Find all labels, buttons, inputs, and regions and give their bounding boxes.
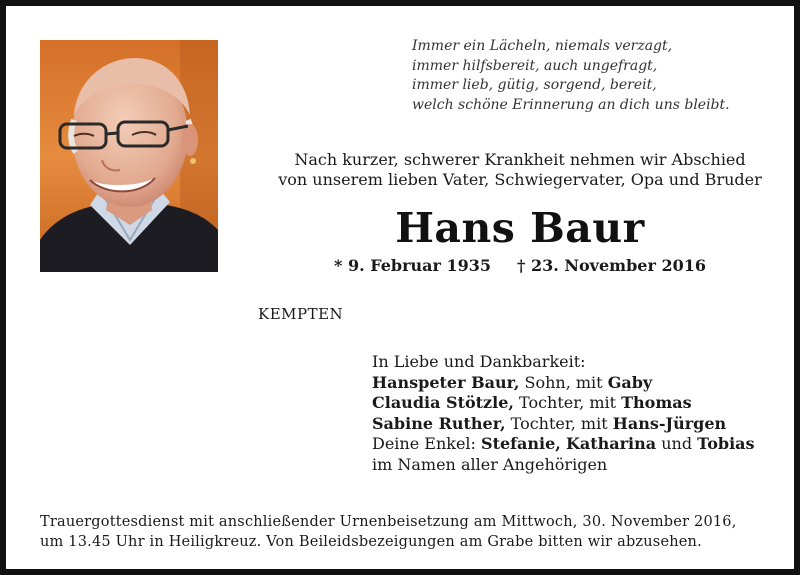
notice-line: um 13.45 Uhr in Heiligkreuz. Von Beileidsbezeigungen am Grabe bitten wir abzusehen. xyxy=(40,534,702,550)
deceased-name: Hans Baur xyxy=(395,204,645,252)
notice-line: Trauergottesdienst mit anschließender Urnenbeisetzung am Mittwoch, 30. November 2016, xyxy=(40,514,737,530)
partner-name: Hans-Jürgen xyxy=(612,413,727,433)
poem-line: Immer ein Lächeln, niemals verzagt, xyxy=(412,38,673,54)
grandchild-name: Katharina xyxy=(565,434,657,453)
mourner-name: Sabine Ruther, xyxy=(372,413,506,433)
poem xyxy=(412,37,782,115)
grandchildren-conjunction: und xyxy=(656,434,698,453)
partner-name: Thomas xyxy=(621,393,692,412)
portrait-icon xyxy=(40,40,218,272)
mourner-relation: Sohn, mit xyxy=(519,372,608,392)
mourner-relation: Tochter, mit xyxy=(505,413,613,433)
life-dates xyxy=(255,256,785,276)
poem-line: immer hilfsbereit, auch ungefragt, xyxy=(412,57,658,74)
list-item xyxy=(372,373,792,394)
mourner-relation: Tochter, mit xyxy=(513,393,622,412)
mourners-heading: In Liebe und Dankbarkeit: xyxy=(372,352,586,371)
list-item xyxy=(372,414,792,435)
list-item xyxy=(372,393,792,414)
mourner-name: Hanspeter Baur, xyxy=(372,372,520,392)
intro-text xyxy=(255,150,785,190)
grandchildren-prefix: Deine Enkel: xyxy=(372,434,482,453)
grandchildren-line xyxy=(372,434,792,455)
intro-line: von unserem lieben Vater, Schwiegervater, Opa und Bruder xyxy=(278,170,762,189)
grandchild-name: Stefanie, xyxy=(481,434,561,453)
poem-line: immer lieb, gütig, sorgend, bereit, xyxy=(412,77,657,93)
place: KEMPTEN xyxy=(258,305,344,323)
mourners-closing: im Namen aller Angehörigen xyxy=(372,454,608,474)
grandchild-name: Tobias xyxy=(697,434,755,453)
death-date: † 23. November 2016 xyxy=(517,256,706,275)
intro-line: Nach kurzer, schwerer Krankheit nehmen wir Abschied xyxy=(294,150,746,169)
portrait-photo xyxy=(40,40,218,272)
mourner-name: Claudia Stötzle, xyxy=(372,393,514,412)
partner-name: Gaby xyxy=(607,372,653,392)
funeral-notice xyxy=(40,512,785,552)
poem-line: welch schöne Erinnerung an dich uns bleibt. xyxy=(412,96,730,113)
mourners-list xyxy=(372,352,792,475)
birth-date: * 9. Februar 1935 xyxy=(334,256,492,275)
obituary-content xyxy=(12,12,800,575)
